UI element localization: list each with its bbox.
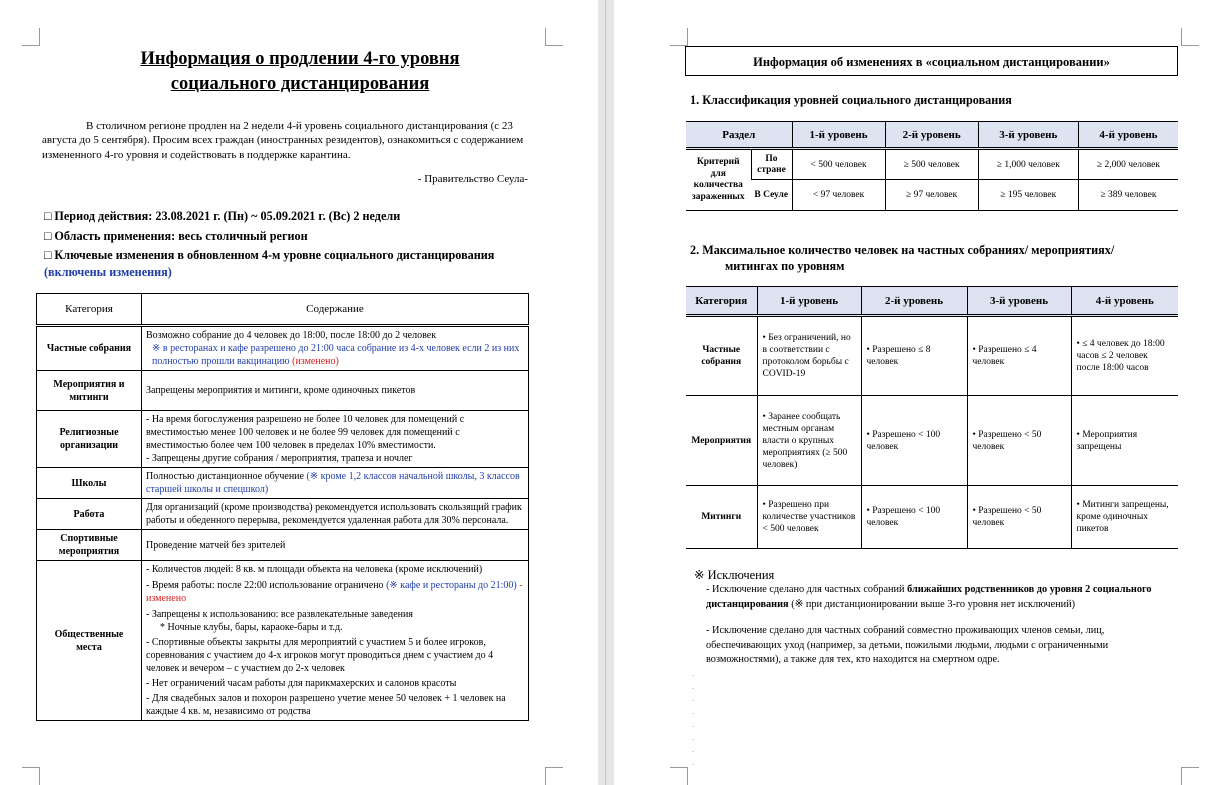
paragraph-marks: . . . . . . . . bbox=[692, 670, 695, 767]
table-row: В Сеуле < 97 человек ≥ 97 человек ≥ 195 человек ≥ 389 человек bbox=[686, 180, 1178, 211]
heading-levels: 1. Классификация уровней социального дистанцирования bbox=[690, 93, 1012, 107]
period-bullet: □ Период действия: 23.08.2021 г. (Пн) ~ 05.09.2021 г. (Вс) 2 недели bbox=[44, 209, 401, 223]
page2-title-box: Информация об изменениях в «социальном дистанцировании» bbox=[685, 46, 1178, 76]
table-row: Критерий для количества зараженных По стране < 500 человек ≥ 500 человек ≥ 1,000 человек ≥ 2,000 человек bbox=[686, 149, 1178, 180]
table-row: Частные собрания • Без ограничений, но в соответствии с протоколом борьбы с COVID-19 • Разрешено ≤ 8 человек • Разрешено ≤ 4 человек • ≤ 4 человек до 18:00 часов ≤ 2 человек после 18:00 часов bbox=[686, 316, 1178, 396]
crop-mark bbox=[22, 767, 40, 785]
crop-mark bbox=[545, 28, 563, 46]
key-changes-table bbox=[36, 293, 529, 721]
area-bullet: □ Область применения: весь столичный регион bbox=[44, 229, 308, 243]
table-row: Митинги • Разрешено при количестве участников < 500 человек • Разрешено < 100 человек • Разрешено < 50 человек • Митинги запрещены, кроме одиночных пикетов bbox=[686, 486, 1178, 549]
exception-2: - Исключение сделано для частных собраний совместно проживающих членов семьи, лиц, обеспечивающих уход (например, за детьми, пожилыми людьми, людьми с ограниченными возможностями), а также для тех, кто находится на смертном одре. bbox=[706, 625, 1109, 665]
changes-bullet: □ Ключевые изменения в обновленном 4-м уровне социального дистанцирования bbox=[44, 248, 495, 262]
page-gutter bbox=[598, 0, 614, 785]
table-row: Мероприятия и митинги Запрещены мероприятия и митинги, кроме одиночных пикетов bbox=[37, 371, 529, 411]
crop-mark bbox=[545, 767, 563, 785]
intro-paragraph: В столичном регионе продлен на 2 недели 4-й уровень социального дистанцирования (с 23 августа до 5 сентября). Просим всех граждан (иностранных резидентов), ознакомиться с содержанием измененного 4-го уровня и содействовать в поддержке карантина. bbox=[42, 120, 524, 161]
crop-mark bbox=[670, 767, 688, 785]
page-title: Информация о продлении 4-го уровня социального дистанцирования bbox=[140, 49, 460, 94]
document-page-1 bbox=[0, 0, 598, 785]
signature: - Правительство Сеула- bbox=[417, 173, 528, 185]
changes-note: (включены изменения) bbox=[44, 265, 172, 279]
heading-gatherings: 2. Максимальное количество человек на частных собраниях/ мероприятиях/ bbox=[690, 243, 1115, 257]
crop-mark bbox=[1181, 28, 1199, 46]
crop-mark bbox=[22, 28, 40, 46]
table-row: Частные собрания Возможно собрание до 4 человек до 18:00, после 18:00 до 2 человек ※ в ресторанах и кафе разрешено до 21:00 часа собрание из 4-х человек если 2 из них полностью прошли вакцинацию (изменено) bbox=[37, 326, 529, 371]
table-row: Общественные места - Количестов людей: 8 кв. м площади объекта на человека (кроме исключений) - Время работы: после 22:00 использование ограничено (※ кафе и рестораны до 21:00) - изменено - Запрещены к использованию: все развлекательные заведения * Ночные клубы, бары, караоке-бары и т.д. - Спортивные объекты закрыты для мероприятий с участием 5 и более игроков, соревнования с участием до 4-х игроков могут проводиться днем с участием до 4 человек и вечером – с участием до 2-х человек - Нет ограничений часам работы для парикмахерских и салонов красоты - Для свадебных залов и похорон разрешено учетие менее 50 человек + 1 человек на каждые 4 кв. м, независимо от родства bbox=[37, 561, 529, 721]
table-row: Школы Полностью дистанционное обучение (※ кроме 1,2 классов начальной школы, 3 классов старшей школы и спецшкол) bbox=[37, 468, 529, 499]
heading-gatherings-cont: митингах по уровням bbox=[725, 259, 845, 273]
header-category: Категория bbox=[37, 294, 142, 326]
gatherings-table: Категория 1-й уровень 2-й уровень 3-й уровень 4-й уровень Частные собрания • Без ограничений, но в соответствии с протоколом борьбы с COVID-19 • Разрешено ≤ 8 человек • Разрешено ≤ 4 человек • ≤ 4 человек до 18:00 часов ≤ 2 человек после 18:00 часов Мероприятия • Заранее сообщать местным органам власти о крупных мероприятиях (≥ 500 человек) • Разрешено < 100 человек • Разрешено < 50 человек • Мероприятия запрещены Митинги • Разрешено при количестве участников < 500 человек • Разрешено < 100 человек • Разрешено < 50 человек • Митинги запрещены, кроме одиночных пикетов bbox=[686, 286, 1178, 549]
document-page-2 bbox=[614, 0, 1207, 785]
levels-table: Раздел 1-й уровень 2-й уровень 3-й уровень 4-й уровень Критерий для количества зараженных По стране < 500 человек ≥ 500 человек ≥ 1,000 человек ≥ 2,000 человек В Сеуле < 97 человек ≥ 97 человек ≥ 195 человек ≥ 389 человек bbox=[686, 121, 1178, 211]
table-row: Работа Для организаций (кроме производства) рекомендуется использовать скользящий график работы и обеденного перерыва, рекомендуется удаленная работа для 30% персонала. bbox=[37, 499, 529, 530]
exceptions-title: ※ Исключения bbox=[694, 568, 775, 582]
crop-mark bbox=[670, 28, 688, 46]
table-row: Религиозные организации - На время богослужения разрешено не более 10 человек для помещений с вместимостью менее 100 человек и не более 99 человек для помещений с вместимостью более чем 100 человек в пределах 10% вместимости. - Запрещены другие собрания / мероприятия, трапеза и ночлег bbox=[37, 411, 529, 468]
crop-mark bbox=[1181, 767, 1199, 785]
table-row: Спортивные мероприятия Проведение матчей без зрителей bbox=[37, 530, 529, 561]
header-content: Содержание bbox=[142, 294, 529, 326]
table-row: Мероприятия • Заранее сообщать местным органам власти о крупных мероприятиях (≥ 500 человек) • Разрешено < 100 человек • Разрешено < 50 человек • Мероприятия запрещены bbox=[686, 396, 1178, 486]
exception-1: - Исключение сделано для частных собраний ближайших родственников до уровня 2 социального дистанцирования (※ при дистанционировании выше 3-го уровня нет исключений) bbox=[706, 584, 1152, 610]
